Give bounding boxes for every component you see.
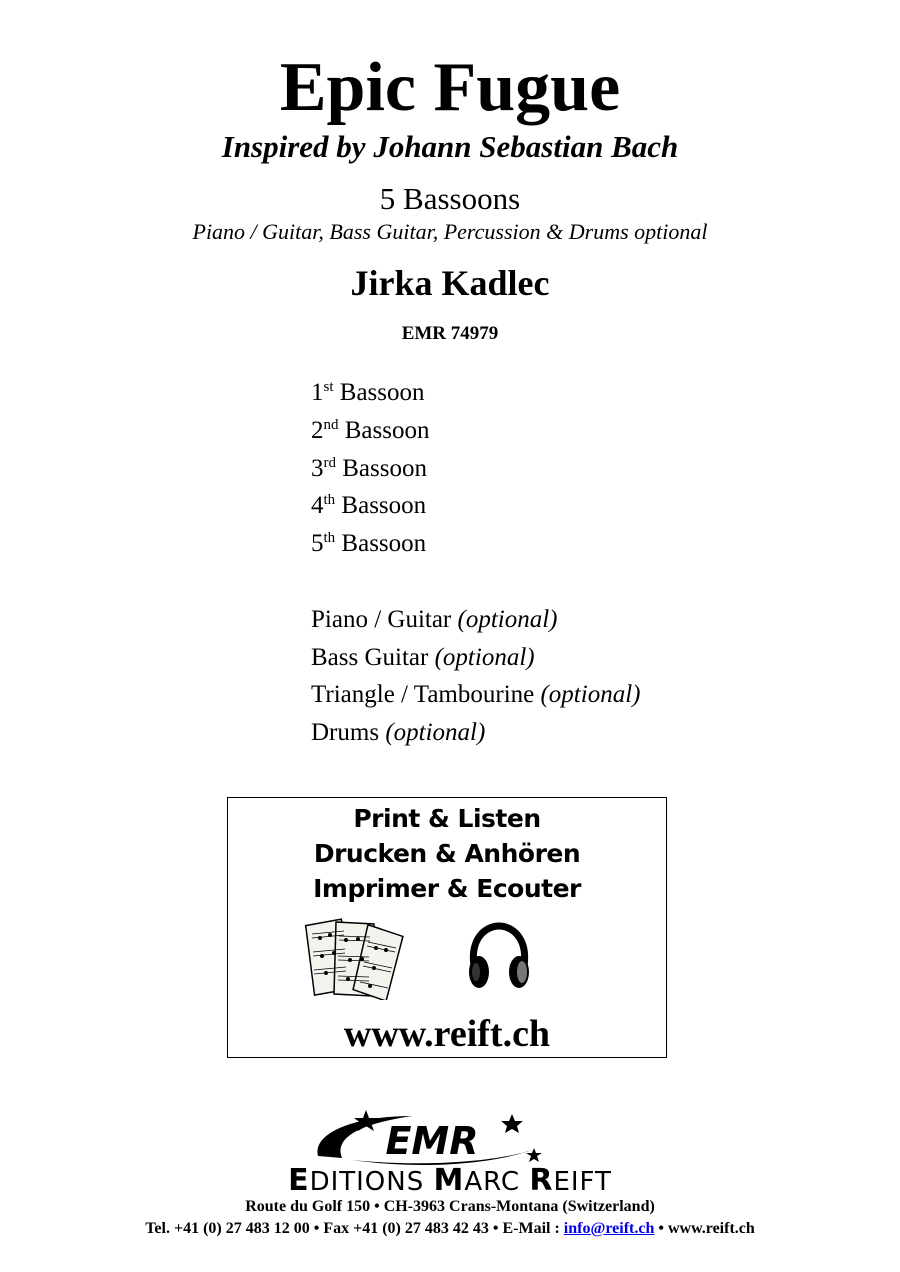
optional-part-item: Bass Guitar (optional) <box>311 643 535 671</box>
part-item: 5th Bassoon <box>311 530 427 558</box>
parts-list <box>311 374 640 752</box>
part-item: 1st Bassoon <box>311 379 425 406</box>
print-listen-box <box>227 797 667 1058</box>
scoring: 5 Bassoons <box>379 181 521 216</box>
headphones-icon <box>464 922 534 994</box>
optional-part-item: Piano / Guitar (optional) <box>311 605 558 633</box>
publisher-contact: Tel. +41 (0) 27 483 12 00 • Fax +41 (0) 27 483 42 43 • E-Mail : info@reift.ch • www.reift.ch <box>145 1220 755 1237</box>
optional-part-item: Drums (optional) <box>311 719 486 747</box>
publisher-address: Route du Golf 150 • CH-3963 Crans-Montana (Switzerland) <box>245 1198 655 1215</box>
promo-line-1: Print & Listen <box>353 804 541 833</box>
catalog-number: EMR 74979 <box>401 323 499 344</box>
page-title: Epic Fugue <box>279 49 621 126</box>
promo-line-2: Drucken & Anhören <box>313 839 581 868</box>
composer: Jirka Kadlec <box>350 263 550 303</box>
promo-url: www.reift.ch <box>343 1013 551 1055</box>
scoring-optional: Piano / Guitar, Bass Guitar, Percussion & Drums optional <box>192 219 708 244</box>
part-item: 3rd Bassoon <box>311 454 427 482</box>
svg-text:EMR: EMR <box>385 1119 479 1163</box>
sheet-music-icon <box>300 918 412 1000</box>
emr-logo <box>312 1108 552 1168</box>
part-item: 4th Bassoon <box>311 492 427 520</box>
promo-line-3: Imprimer & Ecouter <box>313 874 581 903</box>
publisher-name: EDITIONS MARC REIFT <box>288 1163 612 1198</box>
email-link[interactable]: info@reift.ch <box>563 1220 655 1237</box>
part-item: 2nd Bassoon <box>311 416 430 444</box>
subtitle: Inspired by Johann Sebastian Bach <box>221 129 679 164</box>
spacer <box>311 563 640 601</box>
optional-part-item: Triangle / Tambourine (optional) <box>311 681 641 709</box>
